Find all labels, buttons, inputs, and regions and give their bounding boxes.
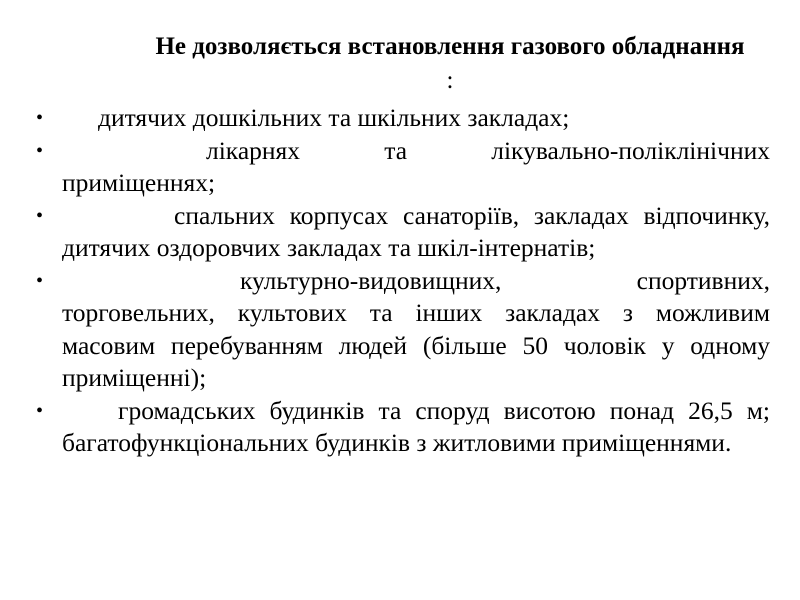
list-item-text: громадських будинків та споруд висотою понад 26,5 м; багатофункціональних будинків з житловими приміщеннями. (62, 395, 770, 457)
list-item-text: спальних корпусах санаторіїв, закладах відпочинку, дитячих оздоровчих закладах та шкіл-інтернатів; (62, 200, 770, 262)
page-title (150, 30, 750, 98)
list-item (36, 102, 770, 135)
bullet-icon: • (36, 269, 44, 292)
list-item-text: лікарнях та лікувально-поліклінічних приміщеннях; (62, 135, 770, 197)
title-suffix: : (446, 67, 454, 94)
bullet-icon: • (36, 204, 44, 227)
title-text: Не дозволяється встановлення газового обладнання (155, 33, 745, 60)
list-item (36, 395, 770, 460)
list-item (36, 265, 770, 395)
bullet-icon: • (36, 107, 44, 129)
bullet-list (36, 102, 770, 460)
bullet-icon: • (36, 139, 44, 162)
list-item (36, 200, 770, 265)
bullet-icon: • (36, 399, 44, 422)
list-item-text: дитячих дошкільних та шкільних закладах; (98, 103, 570, 132)
list-item (36, 135, 770, 200)
list-item-text: культурно-видовищних, спортивних, торговельних, культових та інших закладах з можливим масовим перебуванням людей (більше 50 чоловік у одному приміщенні); (62, 265, 770, 392)
